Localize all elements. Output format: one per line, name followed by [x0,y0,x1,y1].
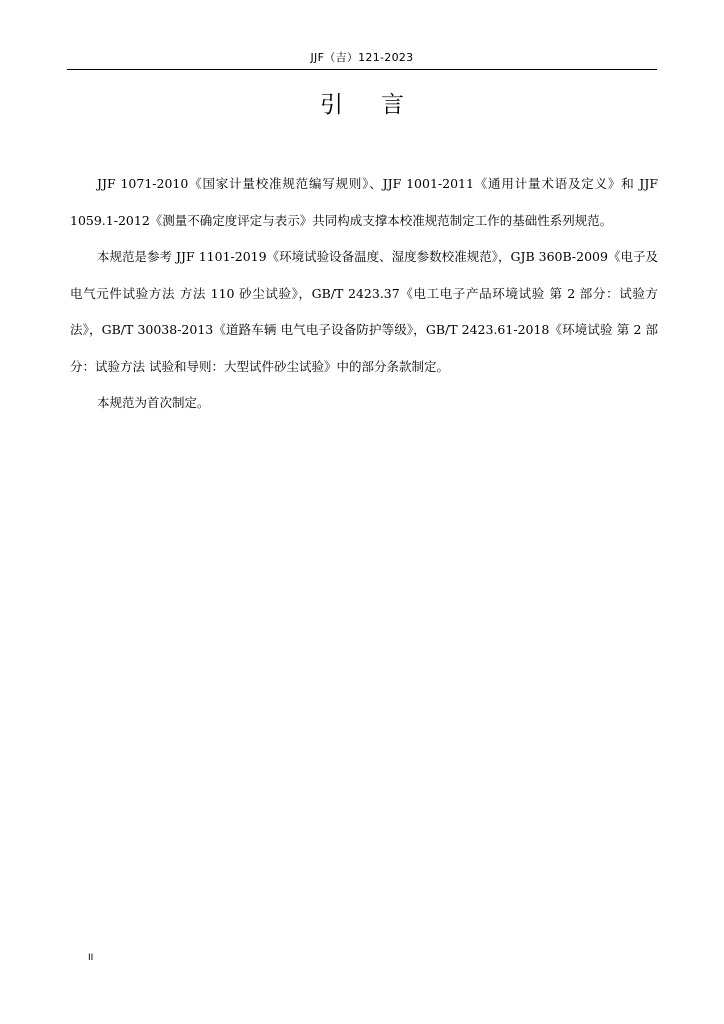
paragraph-first-edition: 本规范为首次制定。 [97,395,210,410]
standard-code-header: JJF（吉）121-2023 [310,51,414,64]
header-divider [67,69,657,70]
paragraph-references: 本规范是参考 JJF 1101-2019《环境试验设备温度、湿度参数校准规范》，GJB 360B-2009《电子及电气元件试验方法 方法 110 砂尘试验》，GB/T 2423.37《电工电子产品环境试验 第 2 部分：试验方法》，GB/T 30038-2013《道路车辆 电气电子设备防护等级》，GB/T 2423.61-2018《环境试验 第 2 部分：试验方法 试验和导则：大型试件砂尘试验》中的部分条款制定。 [70,249,658,374]
page-number: II [88,953,94,963]
paragraph-related-standards: JJF 1071-2010《国家计量校准规范编写规则》、JJF 1001-2011《通用计量术语及定义》和 JJF 1059.1-2012《测量不确定度评定与表示》共同构成支撑本校准规范制定工作的基础性系列规范。 [70,176,658,228]
page-title: 引言 [320,92,442,118]
body-text [70,166,658,422]
